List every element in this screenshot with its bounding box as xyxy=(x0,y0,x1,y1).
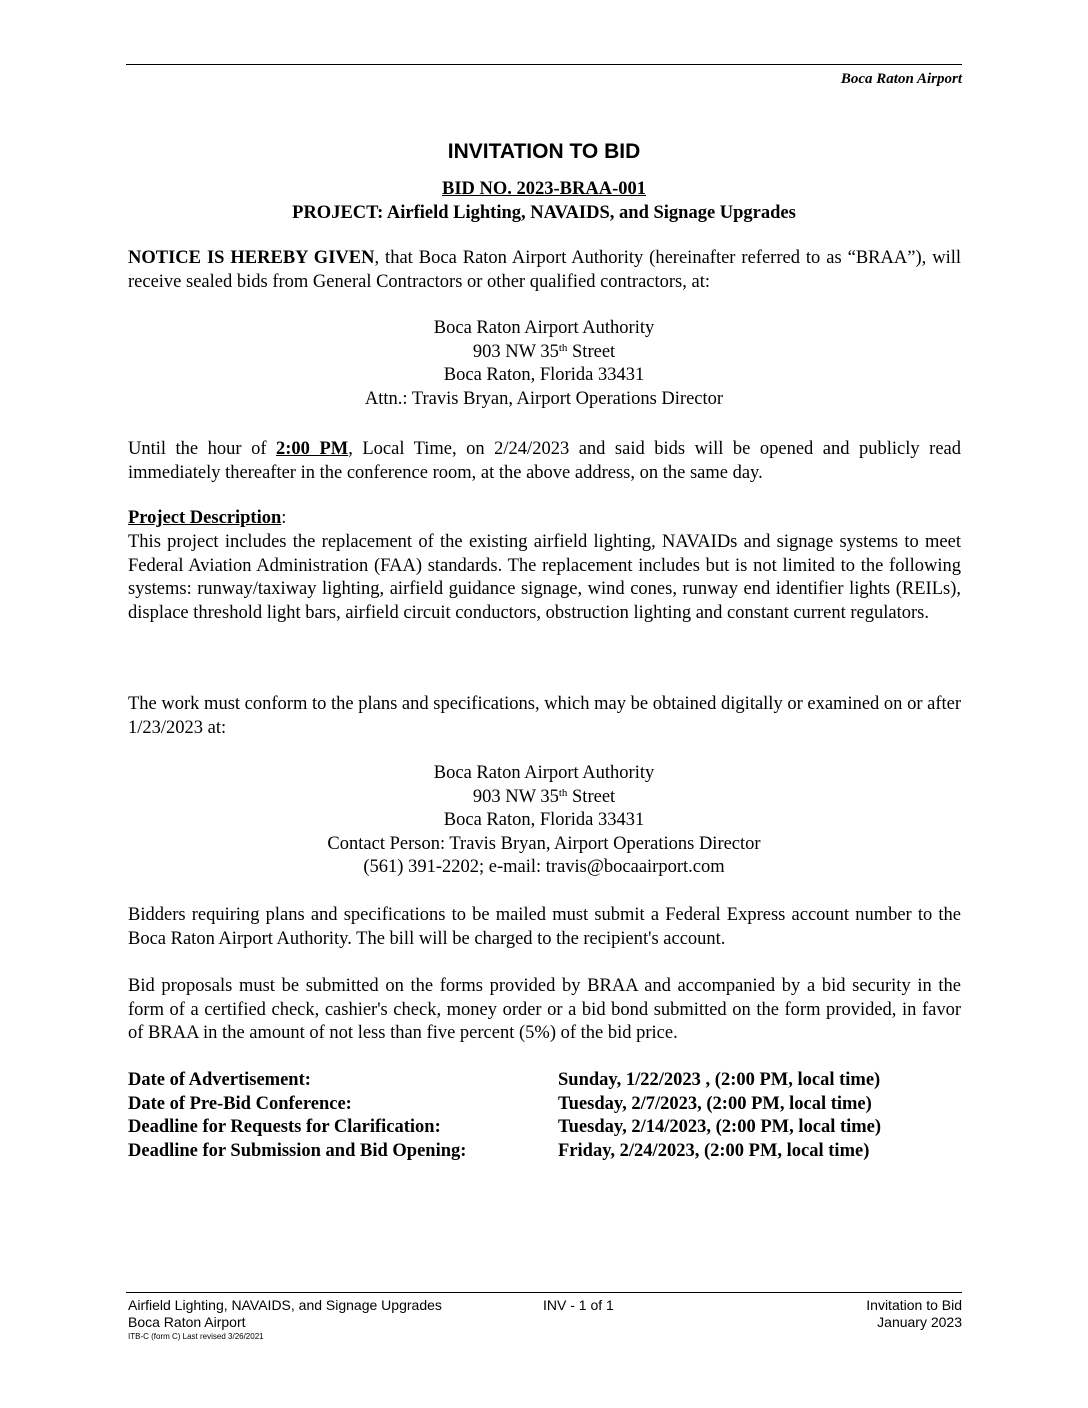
header-rule xyxy=(126,64,962,65)
project-description-heading: Project Description: xyxy=(128,508,287,528)
schedule-label: Deadline for Requests for Clarification: xyxy=(128,1117,441,1137)
until-time: 2:00 PM xyxy=(276,439,349,459)
schedule-label: Date of Pre-Bid Conference: xyxy=(128,1093,352,1114)
footer-org: Boca Raton Airport xyxy=(128,1314,246,1330)
schedule-row xyxy=(128,1116,961,1140)
notice-lead: NOTICE IS HEREBY GIVEN xyxy=(128,248,375,268)
address2-line3: Boca Raton, Florida 33431 xyxy=(443,810,645,830)
notice-paragraph xyxy=(128,247,961,294)
address2-line4: Contact Person: Travis Bryan, Airport Operations Director xyxy=(327,833,761,854)
mailed-paragraph: Bidders requiring plans and specifications to be mailed must submit a Federal Express account number to the Boca Raton Airport Authority. The bill will be charged to the recipient's account. xyxy=(128,905,961,949)
schedule-row xyxy=(128,1069,961,1093)
bid-number: BID NO. 2023-BRAA-001 xyxy=(441,179,646,199)
address-block-2 xyxy=(126,762,962,880)
address1-line4: Attn.: Travis Bryan, Airport Operations Director xyxy=(364,388,724,409)
schedule-value: Friday, 2/24/2023, (2:00 PM, local time) xyxy=(558,1140,870,1161)
address1-line1: Boca Raton Airport Authority xyxy=(433,318,655,338)
schedule-value: Sunday, 1/22/2023 , (2:00 PM, local time) xyxy=(558,1070,881,1090)
address2-line1: Boca Raton Airport Authority xyxy=(433,763,655,783)
address2-line2: 903 NW 35th Street xyxy=(472,786,616,807)
address-block-1 xyxy=(126,317,962,411)
footer-form-revision: ITB-C (form C) Last revised 3/26/2021 xyxy=(128,1332,264,1341)
schedule-row xyxy=(128,1093,961,1117)
schedule-row xyxy=(128,1140,961,1164)
schedule-label: Date of Advertisement: xyxy=(128,1070,311,1090)
footer-project: Airfield Lighting, NAVAIDS, and Signage Upgrades xyxy=(128,1297,442,1313)
address2-line5: (561) 391-2202; e-mail: travis@bocaairport.com xyxy=(363,857,725,877)
footer-rule xyxy=(126,1292,962,1293)
work-conform-paragraph: The work must conform to the plans and specifications, which may be obtained digitally or examined on or after 1/23/2023 at: xyxy=(128,694,961,738)
address1-line2: 903 NW 35th Street xyxy=(472,341,616,362)
schedule-value: Tuesday, 2/14/2023, (2:00 PM, local time) xyxy=(558,1117,882,1137)
notice-rest: , that Boca Raton Airport Authority (hereinafter referred to as “BRAA”), will receive sealed bids from General Contractors or other qualified contractors, at: xyxy=(128,248,961,292)
header-org: Boca Raton Airport xyxy=(840,71,962,87)
proposals-paragraph: Bid proposals must be submitted on the forms provided by BRAA and accompanied by a bid security in the form of a certified check, cashier's check, money order or a bid bond submitted on the form provided, in favor of BRAA in the amount of not less than five percent (5%) of the bid price. xyxy=(128,976,961,1043)
until-paragraph: Until the hour of 2:00 PM, Local Time, on 2/24/2023 and said bids will be opened and publicly read immediately thereafter in the conference room, at the above address, on the same day. xyxy=(128,439,962,483)
address1-line3: Boca Raton, Florida 33431 xyxy=(443,365,645,385)
schedule-label: Deadline for Submission and Bid Opening: xyxy=(128,1140,467,1161)
document-title: INVITATION TO BID xyxy=(447,140,641,163)
footer-doc-title: Invitation to Bid xyxy=(866,1297,962,1313)
schedule-value: Tuesday, 2/7/2023, (2:00 PM, local time) xyxy=(558,1093,872,1114)
footer-date: January 2023 xyxy=(877,1314,962,1330)
project-line: PROJECT: Airfield Lighting, NAVAIDS, and Signage Upgrades xyxy=(292,203,796,223)
footer-page-number: INV - 1 of 1 xyxy=(543,1297,614,1313)
project-description-body: This project includes the replacement of the existing airfield lighting, NAVAIDs and signage systems to meet Federal Aviation Administration (FAA) standards. The replacement includes but is not limited to the following systems: runway/taxiway lighting, airfield guidance signage, wind cones, runway end identifier lights (REILs), displace threshold light bars, airfield circuit conductors, obstruction lighting and constant current regulators. xyxy=(128,532,961,623)
schedule-table xyxy=(128,1069,961,1163)
